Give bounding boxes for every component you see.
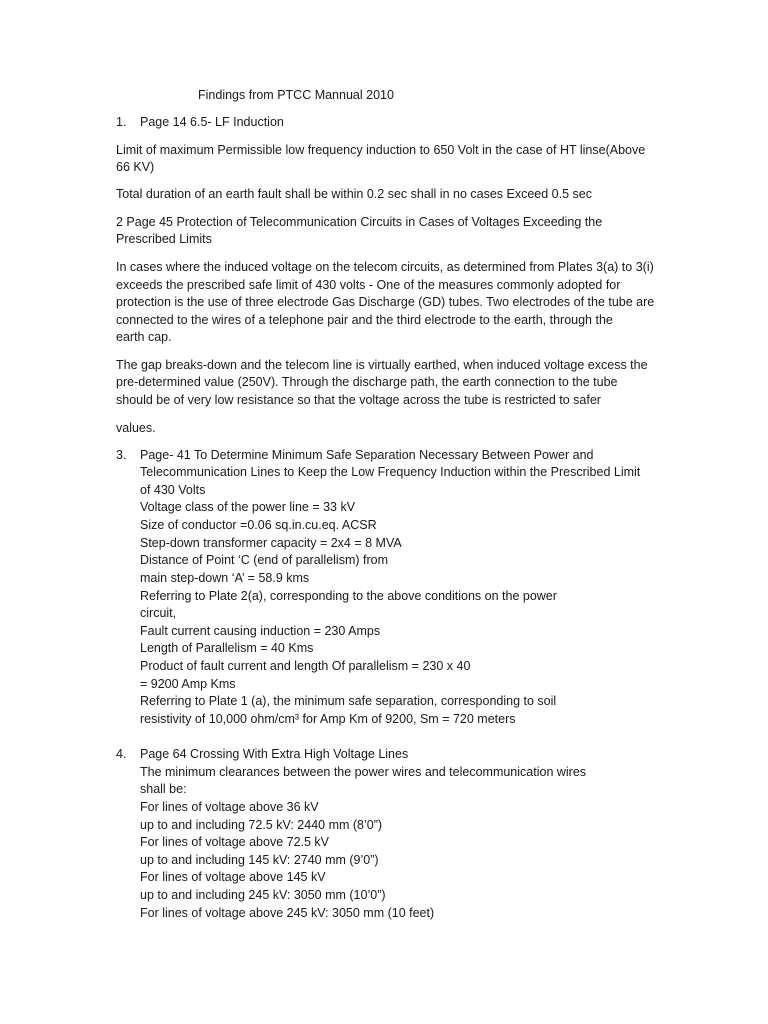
section-3-line: Telecommunication Lines to Keep the Low Frequency Induction within the Prescribed Limit	[140, 465, 641, 479]
section-3-line: Fault current causing induction = 230 Amps	[140, 624, 381, 638]
section-4-line: The minimum clearances between the power wires and telecommunication wires	[140, 765, 587, 779]
section-1-heading: Page 14 6.5- LF Induction	[140, 115, 284, 129]
section-4-line: For lines of voltage above 72.5 kV	[140, 835, 330, 849]
section-2-para-1-line: protection is the use of three electrode Gas Discharge (GD) tubes. Two electrodes of the tube are	[116, 295, 655, 309]
section-3-line: Page- 41 To Determine Minimum Safe Separation Necessary Between Power and	[140, 448, 594, 462]
section-4-line: Page 64 Crossing With Extra High Voltage Lines	[140, 747, 409, 761]
section-2-para-1-line: In cases where the induced voltage on the telecom circuits, as determined from Plates 3(a) to 3(i)	[116, 260, 654, 274]
section-2-para-2-line: should be of very low resistance so that the voltage across the tube is restricted to safer	[116, 393, 601, 407]
section-3-line: Voltage class of the power line = 33 kV	[140, 500, 356, 514]
section-3-line: Size of conductor =0.06 sq.in.cu.eq. ACSR	[140, 518, 377, 532]
section-3-line: main step-down ‘A’ = 58.9 kms	[140, 571, 310, 585]
section-4-line: For lines of voltage above 36 kV	[140, 800, 319, 814]
section-3-line: Referring to Plate 1 (a), the minimum safe separation, corresponding to soil	[140, 694, 557, 708]
section-4-line: For lines of voltage above 145 kV	[140, 870, 326, 884]
section-4-line: up to and including 72.5 kV: 2440 mm (8’0”)	[140, 818, 383, 832]
section-3-line: Length of Parallelism = 40 Kms	[140, 641, 314, 655]
section-3-line: Referring to Plate 2(a), corresponding to the above conditions on the power	[140, 589, 557, 603]
section-2-para-2-line: pre-determined value (250V). Through the discharge path, the earth connection to the tube	[116, 375, 618, 389]
document-title: Findings from PTCC Mannual 2010	[198, 88, 394, 102]
section-2-heading-line-1: 2 Page 45 Protection of Telecommunication Circuits in Cases of Voltages Exceeding the	[116, 215, 603, 229]
section-4-line: For lines of voltage above 245 kV: 3050 mm (10 feet)	[140, 906, 435, 920]
section-1-para-2: Total duration of an earth fault shall be within 0.2 sec shall in no cases Exceed 0.5 sec	[116, 187, 592, 201]
section-2-para-1-line: exceeds the prescribed safe limit of 430 volts - One of the measures commonly adopted for	[116, 278, 621, 292]
section-1-number: 1.	[116, 115, 127, 129]
section-1-para-1-line-2: 66 KV)	[116, 160, 155, 174]
section-3-line: of 430 Volts	[140, 483, 206, 497]
section-3-line: Step-down transformer capacity = 2x4 = 8 MVA	[140, 536, 402, 550]
section-1-para-1-line-1: Limit of maximum Permissible low frequency induction to 650 Volt in the case of HT linse(Above	[116, 143, 646, 157]
section-2-para-1-line: earth cap.	[116, 330, 172, 344]
section-4-line: up to and including 145 kV: 2740 mm (9’0”)	[140, 853, 379, 867]
section-3-line: circuit,	[140, 606, 177, 620]
section-2-heading-line-2: Prescribed Limits	[116, 232, 212, 246]
section-3-line: Distance of Point ‘C (end of parallelism) from	[140, 553, 389, 567]
section-4-line: shall be:	[140, 782, 187, 796]
section-4-number: 4.	[116, 747, 127, 761]
section-2-para-3: values.	[116, 421, 156, 435]
section-3-line: Product of fault current and length Of parallelism = 230 x 40	[140, 659, 471, 673]
section-2-para-2-line: The gap breaks-down and the telecom line is virtually earthed, when induced voltage excess the	[116, 358, 648, 372]
section-2-para-1-line: connected to the wires of a telephone pair and the third electrode to the earth, through the	[116, 313, 613, 327]
section-3-line: = 9200 Amp Kms	[140, 677, 236, 691]
section-3-number: 3.	[116, 448, 127, 462]
section-4-line: up to and including 245 kV: 3050 mm (10’0”)	[140, 888, 386, 902]
section-3-line: resistivity of 10,000 ohm/cm³ for Amp Km of 9200, Sm = 720 meters	[140, 712, 516, 726]
